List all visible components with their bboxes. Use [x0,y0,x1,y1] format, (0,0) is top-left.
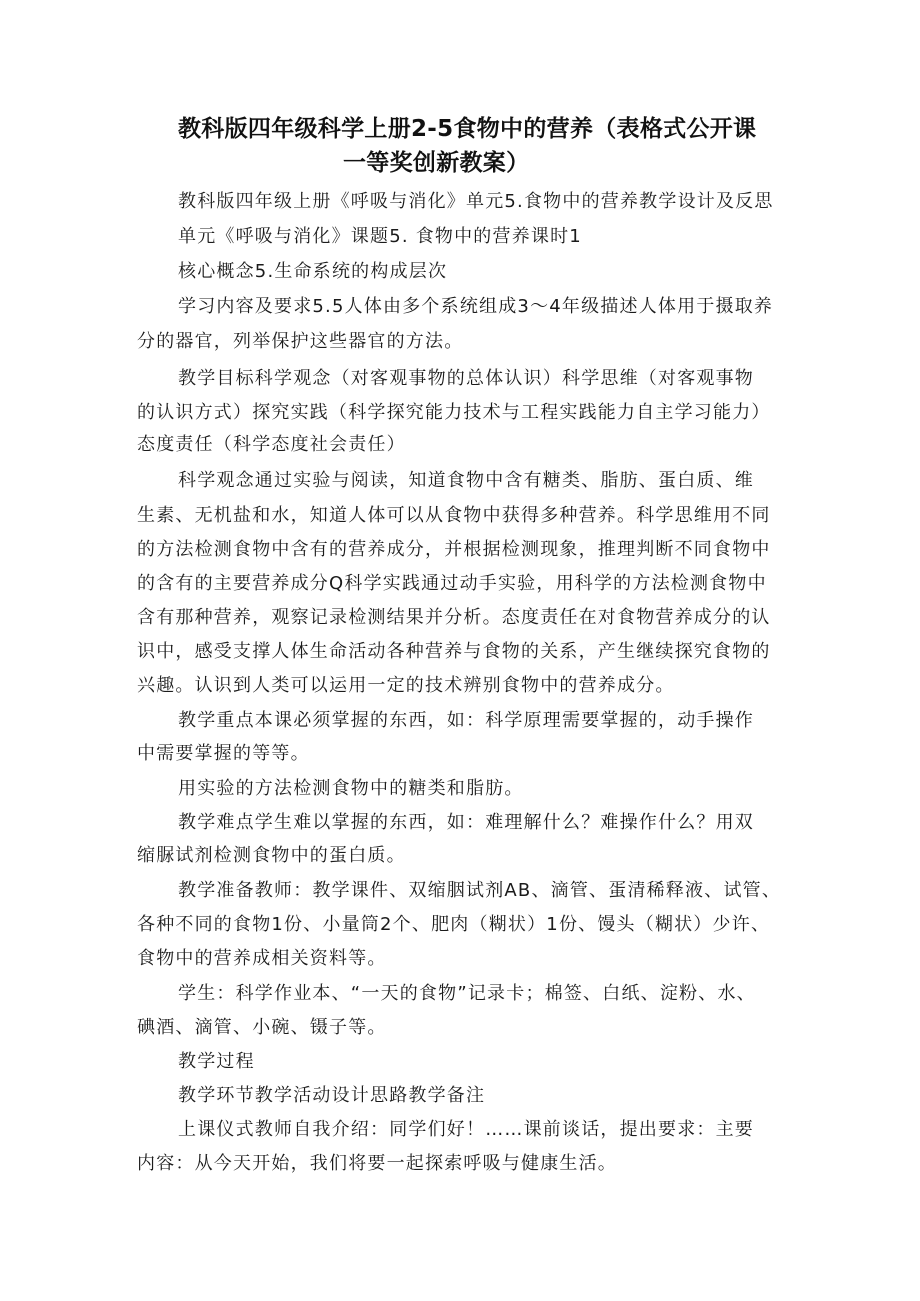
paragraph-line: 教科版四年级上册《呼吸与消化》单元5.食物中的营养教学设计及反思 [178,191,774,212]
paragraph-line: 教学难点学生难以掌握的东西，如：难理解什么？难操作什么？用双 [178,812,754,833]
paragraph-line: 食物中的营养成相关资料等。 [137,948,387,969]
paragraph-line: 含有那种营养，观察记录检测结果并分析。态度责任在对食物营养成分的认 [137,607,771,628]
paragraph-line: 分的器官，列举保护这些器官的方法。 [137,331,464,352]
paragraph-line: 单元《呼吸与消化》课题5. 食物中的营养课时1 [178,226,582,247]
paragraph-line: 中需要掌握的等等。 [137,743,310,764]
paragraph-line: 上课仪式教师自我介绍：同学们好！……课前谈话，提出要求：主要 [178,1119,754,1140]
paragraph-line: 兴趣。认识到人类可以运用一定的技术辨别食物中的营养成分。 [137,675,675,696]
paragraph-line: 各种不同的食物1份、小量筒2个、肥肉（糊状）1份、馒头（糊状）少许、 [137,914,771,935]
paragraph-line: 学生：科学作业本、“一天的食物”记录卡；棉签、白纸、淀粉、水、 [178,983,756,1004]
paragraph-line: 科学观念通过实验与阅读，知道食物中含有糖类、脂肪、蛋白质、维 [178,470,754,491]
paragraph-line: 的认识方式）探究实践（科学探究能力技术与工程实践能力自主学习能力） [137,402,771,423]
paragraph-line: 内容：从今天开始，我们将要一起探索呼吸与健康生活。 [137,1153,617,1174]
paragraph-line: 学习内容及要求5.5人体由多个系统组成3〜4年级描述人体用于摄取养 [178,296,774,317]
paragraph-line: 缩脲试剂检测食物中的蛋白质。 [137,845,406,866]
title-line-1: 教科版四年级科学上册2-5食物中的营养（表格式公开课 [178,116,757,142]
paragraph-line: 教学重点本课必须掌握的东西，如：科学原理需要掌握的，动手操作 [178,710,754,731]
paragraph-line: 碘酒、滴管、小碗、镊子等。 [137,1017,387,1038]
paragraph-line: 态度责任（科学态度社会责任） [137,434,406,455]
paragraph-line: 识中，感受支撑人体生命活动各种营养与食物的关系，产生继续探究食物的 [137,641,771,662]
paragraph-line: 的方法检测食物中含有的营养成分，并根据检测现象，推理判断不同食物中 [137,539,771,560]
paragraph-line: 教学环节教学活动设计思路教学备注 [178,1085,486,1106]
title-line-2: 一等奖创新教案） [343,150,530,176]
paragraph-line: 教学目标科学观念（对客观事物的总体认识）科学思维（对客观事物 [178,368,754,389]
paragraph-line: 生素、无机盐和水，知道人体可以从食物中获得多种营养。科学思维用不同 [137,505,771,526]
paragraph-line: 教学过程 [178,1051,255,1072]
paragraph-line: 用实验的方法检测食物中的糖类和脂肪。 [178,778,524,799]
document-title [178,112,798,180]
paragraph-line: 教学准备教师：教学课件、双缩胭试剂AB、滴管、蛋清稀释液、试管、 [178,880,782,901]
paragraph-line: 核心概念5.生命系统的构成层次 [178,261,448,282]
paragraph-line: 的含有的主要营养成分Q科学实践通过动手实验，用科学的方法检测食物中 [137,573,767,594]
